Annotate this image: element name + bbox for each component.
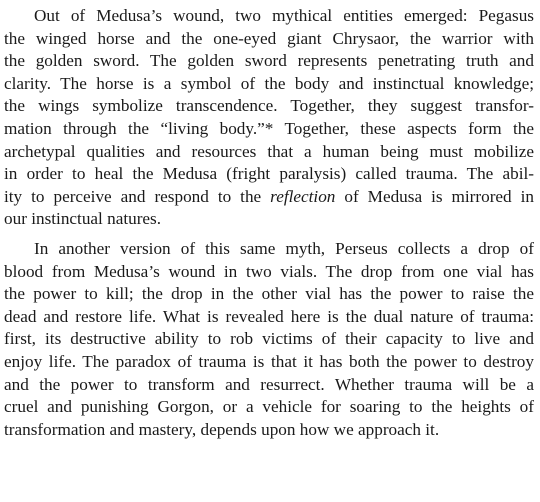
paragraph-2 [4, 238, 534, 441]
text-line: cruel and punishing Gorgon, or a vehicle for soaring to the heights of [4, 397, 534, 417]
text-line: the golden sword. The golden sword represents penetrating truth and [4, 51, 534, 71]
text-line: blood from Medusa’s wound in two vials. The drop from one vial has [4, 261, 534, 281]
text-line: In another version of this same myth, Perseus collects a drop of [34, 238, 534, 258]
text-line: Out of Medusa’s wound, two mythical entities emerged: Pegasus [34, 6, 534, 25]
text-line: our instinctual natures. [4, 209, 162, 229]
text-segment: of Medusa is mirrored in [335, 186, 534, 206]
text-line: the winged horse and the one-eyed giant Chrysaor, the warrior with [4, 28, 534, 48]
text-line: first, its destructive ability to rob victims of their capacity to live and [4, 329, 534, 349]
text-segment: ity to perceive and respond to the [4, 186, 271, 206]
text-line: the wings symbolize transcendence. Together, they suggest transfor- [4, 96, 534, 116]
text-line: and the power to transform and resurrect. Whether trauma will be a [4, 374, 534, 394]
text-line: the power to kill; the drop in the other vial has the power to raise the [4, 284, 534, 304]
text-line: archetypal qualities and resources that a human being must mobilize [4, 141, 534, 161]
text-line-with-italic [4, 186, 534, 209]
text-line: clarity. The horse is a symbol of the body and instinctual knowledge; [4, 73, 534, 93]
text-line: dead and restore life. What is revealed here is the dual nature of trauma: [4, 306, 534, 326]
italic-word: reflection [270, 186, 336, 206]
text-line: enjoy life. The paradox of trauma is that it has both the power to destroy [4, 351, 534, 371]
text-line: transformation and mastery, depends upon how we approach it. [4, 419, 440, 439]
text-line: mation through the “living body.”* Together, these aspects form the [4, 118, 534, 138]
paragraph-1 [4, 5, 534, 231]
text-line: in order to heal the Medusa (fright paralysis) called trauma. The abil- [4, 164, 534, 184]
